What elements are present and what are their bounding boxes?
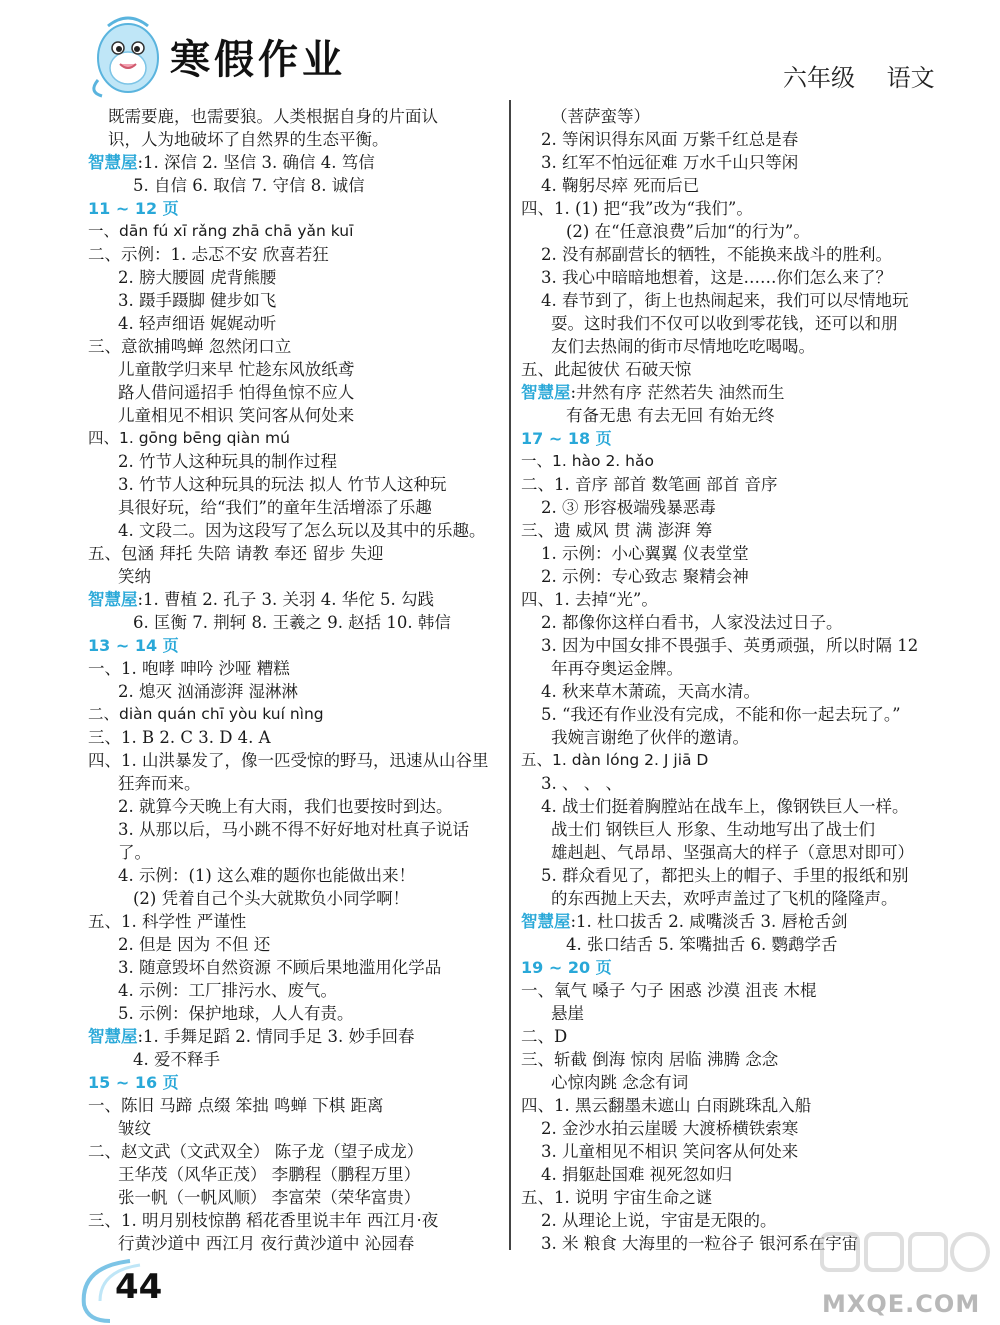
answer-line: 2. 就算今天晚上有大雨，我们也要按时到达。 (118, 797, 453, 816)
answer-line: 战士们 钢铁巨人 形象、生动地写出了战士们 (551, 820, 875, 839)
answer-line: 三、意欲捕鸣蝉 忽然闭口立 (88, 337, 292, 356)
answer-line (88, 588, 503, 611)
answer-line: 三、1. B 2. C 3. D 4. A (88, 728, 271, 747)
wisdom-house-label: 智慧屋 (521, 912, 571, 931)
section-heading: 19 ~ 20 页 (521, 958, 612, 977)
answer-line: 四、1. 黑云翻墨未遮山 白雨跳珠乱入船 (521, 1096, 812, 1115)
answer-text: :1. 手舞足蹈 2. 情同手足 3. 妙手回春 (137, 1027, 415, 1046)
wisdom-house-label: 智慧屋 (88, 590, 138, 609)
answer-line: 4. 捐躯赴国难 视死忽如归 (541, 1165, 733, 1184)
answer-line: 五、1. dàn lóng 2. J jiā D (521, 751, 709, 769)
answer-line: 4. 鞠躬尽瘁 死而后已 (541, 176, 700, 195)
answer-text: :1. 曹植 2. 孔子 3. 关羽 4. 华佗 5. 勾践 (137, 590, 434, 609)
answer-line: 3. 从那以后，马小跳不得不好好地对杜真子说话 (118, 820, 469, 839)
right-column (521, 105, 941, 1255)
answer-line: 3. 、 、 、 (541, 774, 622, 793)
section-heading: 17 ~ 18 页 (521, 429, 612, 448)
answer-line: 2. 金沙水拍云崖暖 大渡桥横铁索寒 (541, 1119, 799, 1138)
answer-line: 二、diàn quán chī yòu kuí nìng (88, 705, 324, 723)
answer-line: 行黄沙道中 西江月 夜行黄沙道中 沁园春 (118, 1234, 415, 1253)
answer-line: （菩萨蛮等） (551, 107, 650, 126)
grade-subject (783, 58, 959, 93)
answer-line: 2. 但是 因为 不但 还 (118, 935, 271, 954)
answer-line: 五、此起彼伏 石破天惊 (521, 360, 692, 379)
answer-line: 4. 秋来草木萧疏，天高水清。 (541, 682, 760, 701)
answer-line: 四、1. 山洪暴发了，像一匹受惊的野马，迅速从山谷里 (88, 751, 489, 770)
answer-line: 2. 从理论上说，宇宙是无限的。 (541, 1211, 777, 1230)
answer-line: 5. 示例：保护地球，人人有责。 (118, 1004, 354, 1023)
answer-line: 路人借问遥招手 怕得鱼惊不应人 (118, 383, 355, 402)
wisdom-house-label: 智慧屋 (521, 383, 571, 402)
answer-line: 既需要鹿，也需要狼。人类根据自身的片面认 (108, 107, 438, 126)
answer-line: 一、氧气 嗓子 勺子 困惑 沙漠 沮丧 木棍 (521, 981, 817, 1000)
dolphin-mascot-icon (88, 10, 168, 100)
answer-line: 四、1. (1) 把“我”改为“我们”。 (521, 199, 753, 218)
answer-line: 3. 儿童相见不相识 笑问客从何处来 (541, 1142, 799, 1161)
answer-line: 四、1. 去掉“光”。 (521, 590, 658, 609)
answer-line (521, 910, 941, 933)
answer-line: 3. 蹑手蹑脚 健步如飞 (118, 291, 277, 310)
answer-line: 一、1. 咆哮 呻吟 沙哑 糟糕 (88, 659, 290, 678)
answer-line: 3. 随意毁坏自然资源 不顾后果地滥用化学品 (118, 958, 442, 977)
answer-line: 4. 战士们挺着胸膛站在战车上，像钢铁巨人一样。 (541, 797, 909, 816)
answer-line: 四、1. gōng bēng qiàn mú (88, 429, 290, 447)
answer-line: 二、示例：1. 忐忑不安 欣喜若狂 (88, 245, 329, 264)
answer-line: 2. 熄灭 汹涌澎湃 湿淋淋 (118, 682, 298, 701)
book-title: 寒假作业 (170, 37, 346, 83)
answer-line: 的东西抛上天去，欢呼声盖过了飞机的隆隆声。 (551, 889, 898, 908)
answer-line: 5. 自信 6. 取信 7. 守信 8. 诚信 (133, 176, 365, 195)
answer-line: 3. 竹节人这种玩具的玩法 拟人 竹节人这种玩 (118, 475, 447, 494)
answer-line: 2. 膀大腰圆 虎背熊腰 (118, 268, 277, 287)
answer-line: 悬崖 (551, 1004, 584, 1023)
page-header (0, 0, 1000, 105)
answer-line: 二、赵文武（文武双全） 陈子龙（望子成龙） (88, 1142, 424, 1161)
answer-line: 五、1. 说明 宇宙生命之谜 (521, 1188, 713, 1207)
answer-line: (2) 凭着自己个头大就欺负小同学啊！ (133, 889, 410, 908)
answer-line: 2. 竹节人这种玩具的制作过程 (118, 452, 337, 471)
answer-line: 4. 示例：(1) 这么难的题你也能做出来！ (118, 866, 416, 885)
answer-line: 4. 张口结舌 5. 笨嘴拙舌 6. 鹦鹉学舌 (566, 935, 838, 954)
answer-line: 5. 群众看见了，都把头上的帽子、手里的报纸和别 (541, 866, 909, 885)
answer-line: 4. 春节到了，街上也热闹起来，我们可以尽情地玩 (541, 291, 909, 310)
answer-text: :井然有序 茫然若失 油然而生 (570, 383, 785, 402)
answer-text: :1. 深信 2. 坚信 3. 确信 4. 笃信 (137, 153, 375, 172)
answer-line: 2. 没有郝副营长的牺牲，不能换来战斗的胜利。 (541, 245, 892, 264)
left-column (88, 105, 503, 1255)
answer-line: 3. 因为中国女排不畏强手、英勇顽强，所以时隔 12 (541, 636, 919, 655)
answer-line: 一、1. hào 2. hǎo (521, 452, 654, 470)
answer-line: 2. 等闲识得东风面 万紫千红总是春 (541, 130, 799, 149)
answer-line: 5. “我还有作业没有完成，不能和你一起去玩了。” (541, 705, 901, 724)
watermark-site-text: MXQE.COM (822, 1290, 981, 1318)
answer-line: 年再夺奥运金牌。 (551, 659, 683, 678)
grade-label: 六年级 (783, 64, 855, 92)
answer-line: 二、1. 音序 部首 数笔画 部首 音序 (521, 475, 778, 494)
answer-line: 6. 匡衡 7. 荆轲 8. 王羲之 9. 赵括 10. 韩信 (133, 613, 451, 632)
section-heading: 15 ~ 16 页 (88, 1073, 179, 1092)
section-heading: 13 ~ 14 页 (88, 636, 179, 655)
answer-line: 五、1. 科学性 严谨性 (88, 912, 247, 931)
answer-line: 一、dān fú xī rǎng zhā chā yǎn kuī (88, 222, 354, 240)
answer-line: 1. 示例：小心翼翼 仪表堂堂 (541, 544, 749, 563)
answer-line: 3. 我心中暗暗地想着，这是……你们怎么来了？ (541, 268, 892, 287)
wisdom-house-label: 智慧屋 (88, 153, 138, 172)
answer-line: 三、遗 威风 贯 满 澎湃 筹 (521, 521, 713, 540)
page-number: 44 (115, 1267, 163, 1307)
answer-line: 笑纳 (118, 567, 151, 586)
answer-line: 皱纹 (118, 1119, 151, 1138)
answer-line: 4. 轻声细语 娓娓动听 (118, 314, 277, 333)
answer-line: 狂奔而来。 (118, 774, 201, 793)
answer-line: 有备无患 有去无回 有始无终 (566, 406, 775, 425)
answer-line: 2. 都像你这样白看书，人家没法过日子。 (541, 613, 843, 632)
answer-line: 2. 示例：专心致志 聚精会神 (541, 567, 749, 586)
answer-line: 三、1. 明月别枝惊鹊 稻花香里说丰年 西江月·夜 (88, 1211, 439, 1230)
answer-line: 王华茂（风华正茂） 李鹏程（鹏程万里） (118, 1165, 421, 1184)
answer-line: 了。 (118, 843, 151, 862)
answer-line: 我婉言谢绝了伙伴的邀请。 (551, 728, 749, 747)
answer-line: 具很好玩，给“我们”的童年生活增添了乐趣 (118, 498, 432, 517)
section-heading: 11 ~ 12 页 (88, 199, 179, 218)
subject-label: 语文 (886, 64, 935, 92)
answer-line: 4. 示例：工厂排污水、废气。 (118, 981, 337, 1000)
answer-line: 3. 红军不怕远征难 万水千山只等闲 (541, 153, 799, 172)
answer-line: 一、陈旧 马蹄 点缀 笨拙 鸣蝉 下棋 距离 (88, 1096, 384, 1115)
answer-line (521, 381, 941, 404)
answer-line: 五、包涵 拜托 失陪 请教 奉还 留步 失迎 (88, 544, 384, 563)
answer-line: 三、斩截 倒海 惊肉 居临 沸腾 念念 (521, 1050, 779, 1069)
answer-line: 雄赳赳、气昂昂、坚强高大的样子（意思对即可） (551, 843, 914, 862)
answer-line: 心惊肉跳 念念有词 (551, 1073, 689, 1092)
answer-line: (2) 在“任意浪费”后加“的行为”。 (566, 222, 810, 241)
answer-line (88, 1025, 503, 1048)
answer-text: :1. 杜口拔舌 2. 咸嘴淡舌 3. 唇枪舌剑 (570, 912, 848, 931)
wisdom-house-label: 智慧屋 (88, 1027, 138, 1046)
answer-line: 3. 米 粮食 大海里的一粒谷子 银河系在宇宙 (541, 1234, 859, 1253)
answer-line: 耍。这时我们不仅可以收到零花钱，还可以和朋 (551, 314, 898, 333)
answer-line: 友们去热闹的街市尽情地吃吃喝喝。 (551, 337, 815, 356)
answer-line: 2. ③ 形容极端残暴恶毒 (541, 498, 716, 517)
answer-line: 二、D (521, 1027, 568, 1046)
answer-line: 儿童相见不相识 笑问客从何处来 (118, 406, 355, 425)
answer-line: 识，人为地破坏了自然界的生态平衡。 (108, 130, 389, 149)
answer-line: 4. 文段二。因为这段写了怎么玩以及其中的乐趣。 (118, 521, 486, 540)
answer-line: 4. 爱不释手 (133, 1050, 220, 1069)
answer-line: 儿童散学归来早 忙趁东风放纸鸢 (118, 360, 355, 379)
column-divider (509, 100, 511, 1250)
answer-line: 张一帆（一帆风顺） 李富荣（荣华富贵） (118, 1188, 421, 1207)
answer-line (88, 151, 503, 174)
